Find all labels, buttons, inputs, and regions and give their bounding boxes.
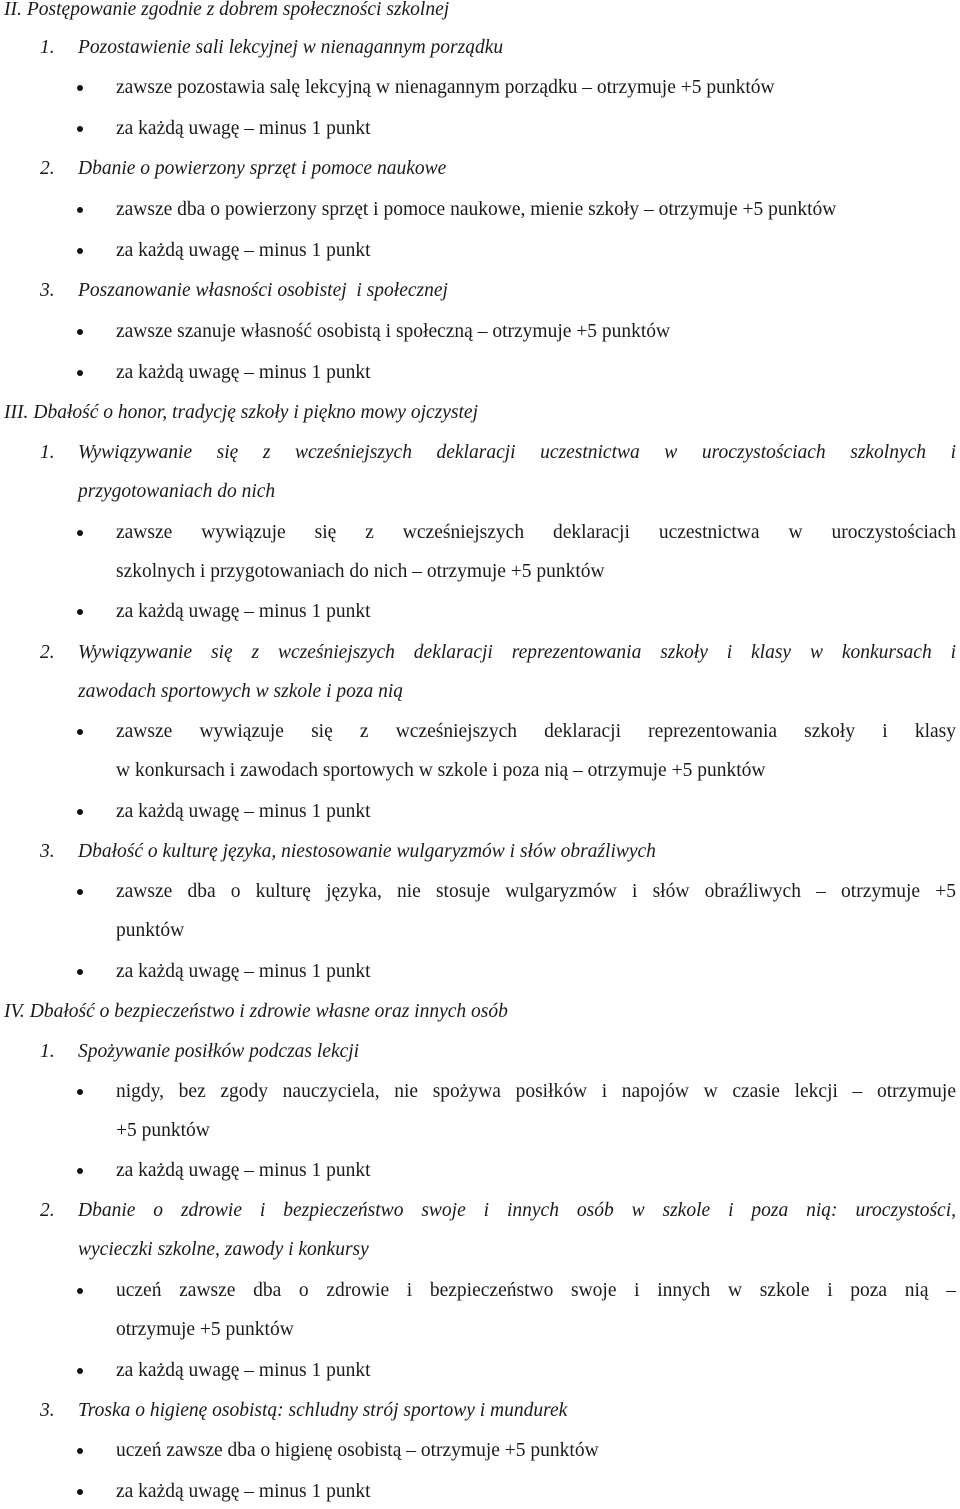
item-number: 2. bbox=[40, 1200, 55, 1221]
bullet-icon bbox=[77, 207, 83, 213]
section-number: III. bbox=[4, 402, 29, 423]
item-heading-ii-1 bbox=[40, 36, 956, 60]
item-heading-iii-3 bbox=[40, 840, 956, 864]
bullet-icon bbox=[77, 248, 83, 254]
section-heading-iii bbox=[4, 401, 478, 425]
item-heading-iii-2 bbox=[40, 641, 956, 704]
item-title-line-2: zawodach sportowych w szkole i poza nią bbox=[78, 681, 403, 702]
section-number: II. bbox=[4, 0, 22, 20]
list-item bbox=[77, 1080, 956, 1143]
list-item bbox=[77, 960, 956, 984]
bullet-icon bbox=[77, 85, 83, 91]
list-item bbox=[77, 320, 956, 344]
item-number: 2. bbox=[40, 158, 55, 179]
item-number: 1. bbox=[40, 442, 55, 463]
section-heading-ii bbox=[4, 0, 449, 22]
section-title: Dbałość o honor, tradycję szkoły i piękno mowy ojczystej bbox=[33, 402, 478, 423]
section-title: Postępowanie zgodnie z dobrem społeczności szkolnej bbox=[26, 0, 450, 20]
list-item-text: za każdą uwagę – minus 1 punkt bbox=[116, 1360, 371, 1381]
list-item-text: za każdą uwagę – minus 1 punkt bbox=[116, 118, 371, 139]
list-item bbox=[77, 1279, 956, 1342]
item-number: 1. bbox=[40, 37, 55, 58]
list-item-text: za każdą uwagę – minus 1 punkt bbox=[116, 1481, 371, 1502]
list-item-text-line-2: szkolnych i przygotowaniach do nich – otrzymuje +5 punktów bbox=[116, 561, 605, 582]
list-item bbox=[77, 1480, 956, 1504]
item-title: Dbałość o kulturę języka, niestosowanie wulgaryzmów i słów obraźliwych bbox=[78, 841, 656, 862]
list-item bbox=[77, 720, 956, 783]
item-number: 1. bbox=[40, 1041, 55, 1062]
bullet-icon bbox=[77, 969, 83, 975]
list-item-text: za każdą uwagę – minus 1 punkt bbox=[116, 362, 371, 383]
list-item-text-line-1: zawsze wywiązuje się z wcześniejszych deklaracji uczestnictwa w uroczystościach bbox=[116, 522, 956, 543]
item-heading-iv-3 bbox=[40, 1399, 956, 1423]
list-item-text-line-1: zawsze wywiązuje się z wcześniejszych deklaracji reprezentowania szkoły i klasy bbox=[116, 721, 956, 742]
list-item-text-line-1: nigdy, bez zgody nauczyciela, nie spożywa posiłków i napojów w czasie lekcji – otrzymuje bbox=[116, 1081, 956, 1102]
item-number: 3. bbox=[40, 1400, 55, 1421]
item-title-line-1: Wywiązywanie się z wcześniejszych deklaracji uczestnictwa w uroczystościach szkolnych i bbox=[78, 442, 956, 463]
item-number: 2. bbox=[40, 642, 55, 663]
list-item bbox=[77, 600, 956, 624]
list-item bbox=[77, 239, 956, 263]
item-number: 3. bbox=[40, 280, 55, 301]
item-title: Spożywanie posiłków podczas lekcji bbox=[78, 1041, 360, 1062]
bullet-icon bbox=[77, 889, 83, 895]
item-heading-iii-1 bbox=[40, 441, 956, 504]
bullet-icon bbox=[77, 370, 83, 376]
bullet-icon bbox=[77, 530, 83, 536]
bullet-icon bbox=[77, 1368, 83, 1374]
bullet-icon bbox=[77, 809, 83, 815]
list-item-text: za każdą uwagę – minus 1 punkt bbox=[116, 1160, 371, 1181]
list-item-text: zawsze dba o powierzony sprzęt i pomoce naukowe, mienie szkoły – otrzymuje +5 punktów bbox=[116, 199, 837, 220]
list-item-text: za każdą uwagę – minus 1 punkt bbox=[116, 601, 371, 622]
list-item bbox=[77, 117, 956, 141]
list-item-text-line-2: w konkursach i zawodach sportowych w szkole i poza nią – otrzymuje +5 punktów bbox=[116, 760, 766, 781]
item-heading-ii-3 bbox=[40, 279, 956, 303]
item-title: Poszanowanie własności osobistej i społecznej bbox=[78, 280, 448, 301]
bullet-icon bbox=[77, 609, 83, 615]
list-item-text-line-2: +5 punktów bbox=[116, 1120, 210, 1141]
list-item bbox=[77, 361, 956, 385]
list-item bbox=[77, 1439, 956, 1463]
list-item-text-line-1: zawsze dba o kulturę języka, nie stosuje wulgaryzmów i słów obraźliwych – otrzymuje +5 bbox=[116, 881, 956, 902]
item-title: Dbanie o powierzony sprzęt i pomoce naukowe bbox=[78, 158, 447, 179]
list-item-text: za każdą uwagę – minus 1 punkt bbox=[116, 961, 371, 982]
list-item-text: zawsze pozostawia salę lekcyjną w nienagannym porządku – otrzymuje +5 punktów bbox=[116, 77, 775, 98]
item-title-line-1: Wywiązywanie się z wcześniejszych deklaracji reprezentowania szkoły i klasy w konkursach i bbox=[78, 642, 956, 663]
item-title-line-2: przygotowaniach do nich bbox=[78, 481, 276, 502]
list-item bbox=[77, 1159, 956, 1183]
bullet-icon bbox=[77, 729, 83, 735]
item-title-line-1: Dbanie o zdrowie i bezpieczeństwo swoje i innych osób w szkole i poza nią: uroczystości, bbox=[78, 1200, 956, 1221]
item-title-line-2: wycieczki szkolne, zawody i konkursy bbox=[78, 1239, 369, 1260]
bullet-icon bbox=[77, 126, 83, 132]
bullet-icon bbox=[77, 1448, 83, 1454]
item-title: Pozostawienie sali lekcyjnej w nienagannym porządku bbox=[78, 37, 504, 58]
list-item bbox=[77, 800, 956, 824]
list-item-text: uczeń zawsze dba o higienę osobistą – otrzymuje +5 punktów bbox=[116, 1440, 599, 1461]
item-heading-iv-1 bbox=[40, 1040, 956, 1064]
list-item bbox=[77, 880, 956, 943]
list-item bbox=[77, 198, 956, 222]
section-heading-iv bbox=[4, 1000, 508, 1024]
list-item-text: za każdą uwagę – minus 1 punkt bbox=[116, 240, 371, 261]
section-number: IV. bbox=[4, 1001, 25, 1022]
list-item-text-line-2: otrzymuje +5 punktów bbox=[116, 1319, 294, 1340]
bullet-icon bbox=[77, 1489, 83, 1495]
item-title: Troska o higienę osobistą: schludny strój sportowy i mundurek bbox=[78, 1400, 568, 1421]
bullet-icon bbox=[77, 329, 83, 335]
list-item-text-line-2: punktów bbox=[116, 920, 185, 941]
bullet-icon bbox=[77, 1089, 83, 1095]
item-number: 3. bbox=[40, 841, 55, 862]
section-title: Dbałość o bezpieczeństwo i zdrowie własne oraz innych osób bbox=[29, 1001, 508, 1022]
list-item-text: zawsze szanuje własność osobistą i społeczną – otrzymuje +5 punktów bbox=[116, 321, 671, 342]
item-heading-ii-2 bbox=[40, 157, 956, 181]
list-item bbox=[77, 1359, 956, 1383]
item-heading-iv-2 bbox=[40, 1199, 956, 1262]
bullet-icon bbox=[77, 1168, 83, 1174]
list-item bbox=[77, 521, 956, 584]
list-item-text: za każdą uwagę – minus 1 punkt bbox=[116, 801, 371, 822]
list-item-text-line-1: uczeń zawsze dba o zdrowie i bezpieczeństwo swoje i innych w szkole i poza nią – bbox=[116, 1280, 956, 1301]
bullet-icon bbox=[77, 1288, 83, 1294]
list-item bbox=[77, 76, 956, 100]
